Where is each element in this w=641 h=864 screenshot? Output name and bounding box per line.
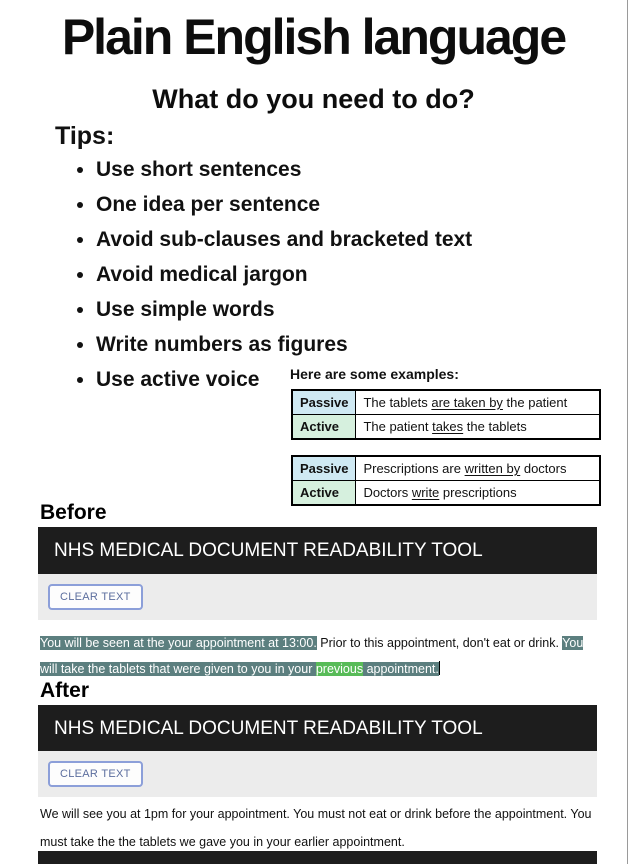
example-sentence <box>356 481 600 506</box>
tip-item: • Use short sentences <box>96 158 472 182</box>
tip-item: • Use active voice <box>96 368 472 392</box>
before-clear-text-button[interactable]: CLEAR TEXT <box>48 584 143 610</box>
voice-label: Active <box>292 481 356 506</box>
plain-phrase: Prescriptions are <box>363 461 465 476</box>
voice-label: Passive <box>292 456 356 481</box>
example-sentence <box>356 456 600 481</box>
examples-table-1 <box>291 389 601 440</box>
underlined-phrase: takes <box>432 419 464 434</box>
tip-item: • Avoid medical jargon <box>96 263 472 287</box>
highlight-segment-none: Prior to this appointment, don't eat or drink. <box>316 636 563 650</box>
before-text-editor[interactable] <box>40 630 594 682</box>
after-text-editor[interactable] <box>40 800 594 856</box>
tip-item: • Use simple words <box>96 298 472 322</box>
example-row <box>292 456 600 481</box>
plain-phrase: the patient <box>502 395 568 410</box>
examples-table-2 <box>291 455 601 506</box>
voice-label: Passive <box>292 390 356 415</box>
tips-heading: Tips: <box>55 122 115 150</box>
page-edge-line <box>627 0 628 864</box>
plain-phrase: The patient <box>363 419 433 434</box>
underlined-phrase: write <box>411 485 440 500</box>
plain-phrase: the tablets <box>463 419 527 434</box>
plain-phrase: prescriptions <box>439 485 517 500</box>
highlight-segment-dark: appointment. <box>363 662 439 676</box>
bottom-toolbar-partial <box>38 851 597 864</box>
example-row <box>292 415 600 440</box>
before-toolbar <box>38 527 597 574</box>
before-heading: Before <box>40 501 107 524</box>
after-tool-title: NHS MEDICAL DOCUMENT READABILITY TOOL <box>54 717 483 739</box>
voice-label: Active <box>292 415 356 440</box>
underlined-phrase: are taken by <box>431 395 503 410</box>
after-panel <box>38 751 597 797</box>
plain-phrase: The tablets <box>363 395 432 410</box>
after-text-content: We will see you at 1pm for your appointment. You must not eat or drink before the appointment. You must take the the tablets we gave you in your earlier appointment. <box>40 807 592 849</box>
highlight-segment-green: previous <box>315 662 364 676</box>
highlight-segment-dark: You will be seen at the your appointment at 13:00. <box>40 636 317 650</box>
tip-item: • Avoid sub-clauses and bracketed text <box>96 228 472 252</box>
before-tool-title: NHS MEDICAL DOCUMENT READABILITY TOOL <box>54 539 483 561</box>
example-row <box>292 390 600 415</box>
example-sentence <box>356 415 600 440</box>
after-clear-text-button[interactable]: CLEAR TEXT <box>48 761 143 787</box>
page-subtitle: What do you need to do? <box>152 84 475 114</box>
example-sentence <box>356 390 600 415</box>
tip-item: • Write numbers as figures <box>96 333 472 357</box>
plain-phrase: doctors <box>520 461 567 476</box>
examples-label: Here are some examples: <box>290 366 459 382</box>
page-title: Plain English language <box>61 9 566 65</box>
text-cursor <box>439 661 440 675</box>
tip-item: • One idea per sentence <box>96 193 472 217</box>
before-panel <box>38 574 597 620</box>
highlight-segment-dark: You will take the tablets that were given to you in your <box>40 636 584 676</box>
plain-phrase: Doctors <box>363 485 412 500</box>
example-row <box>292 481 600 506</box>
after-heading: After <box>40 679 90 702</box>
underlined-phrase: written by <box>464 461 521 476</box>
after-toolbar <box>38 705 597 752</box>
